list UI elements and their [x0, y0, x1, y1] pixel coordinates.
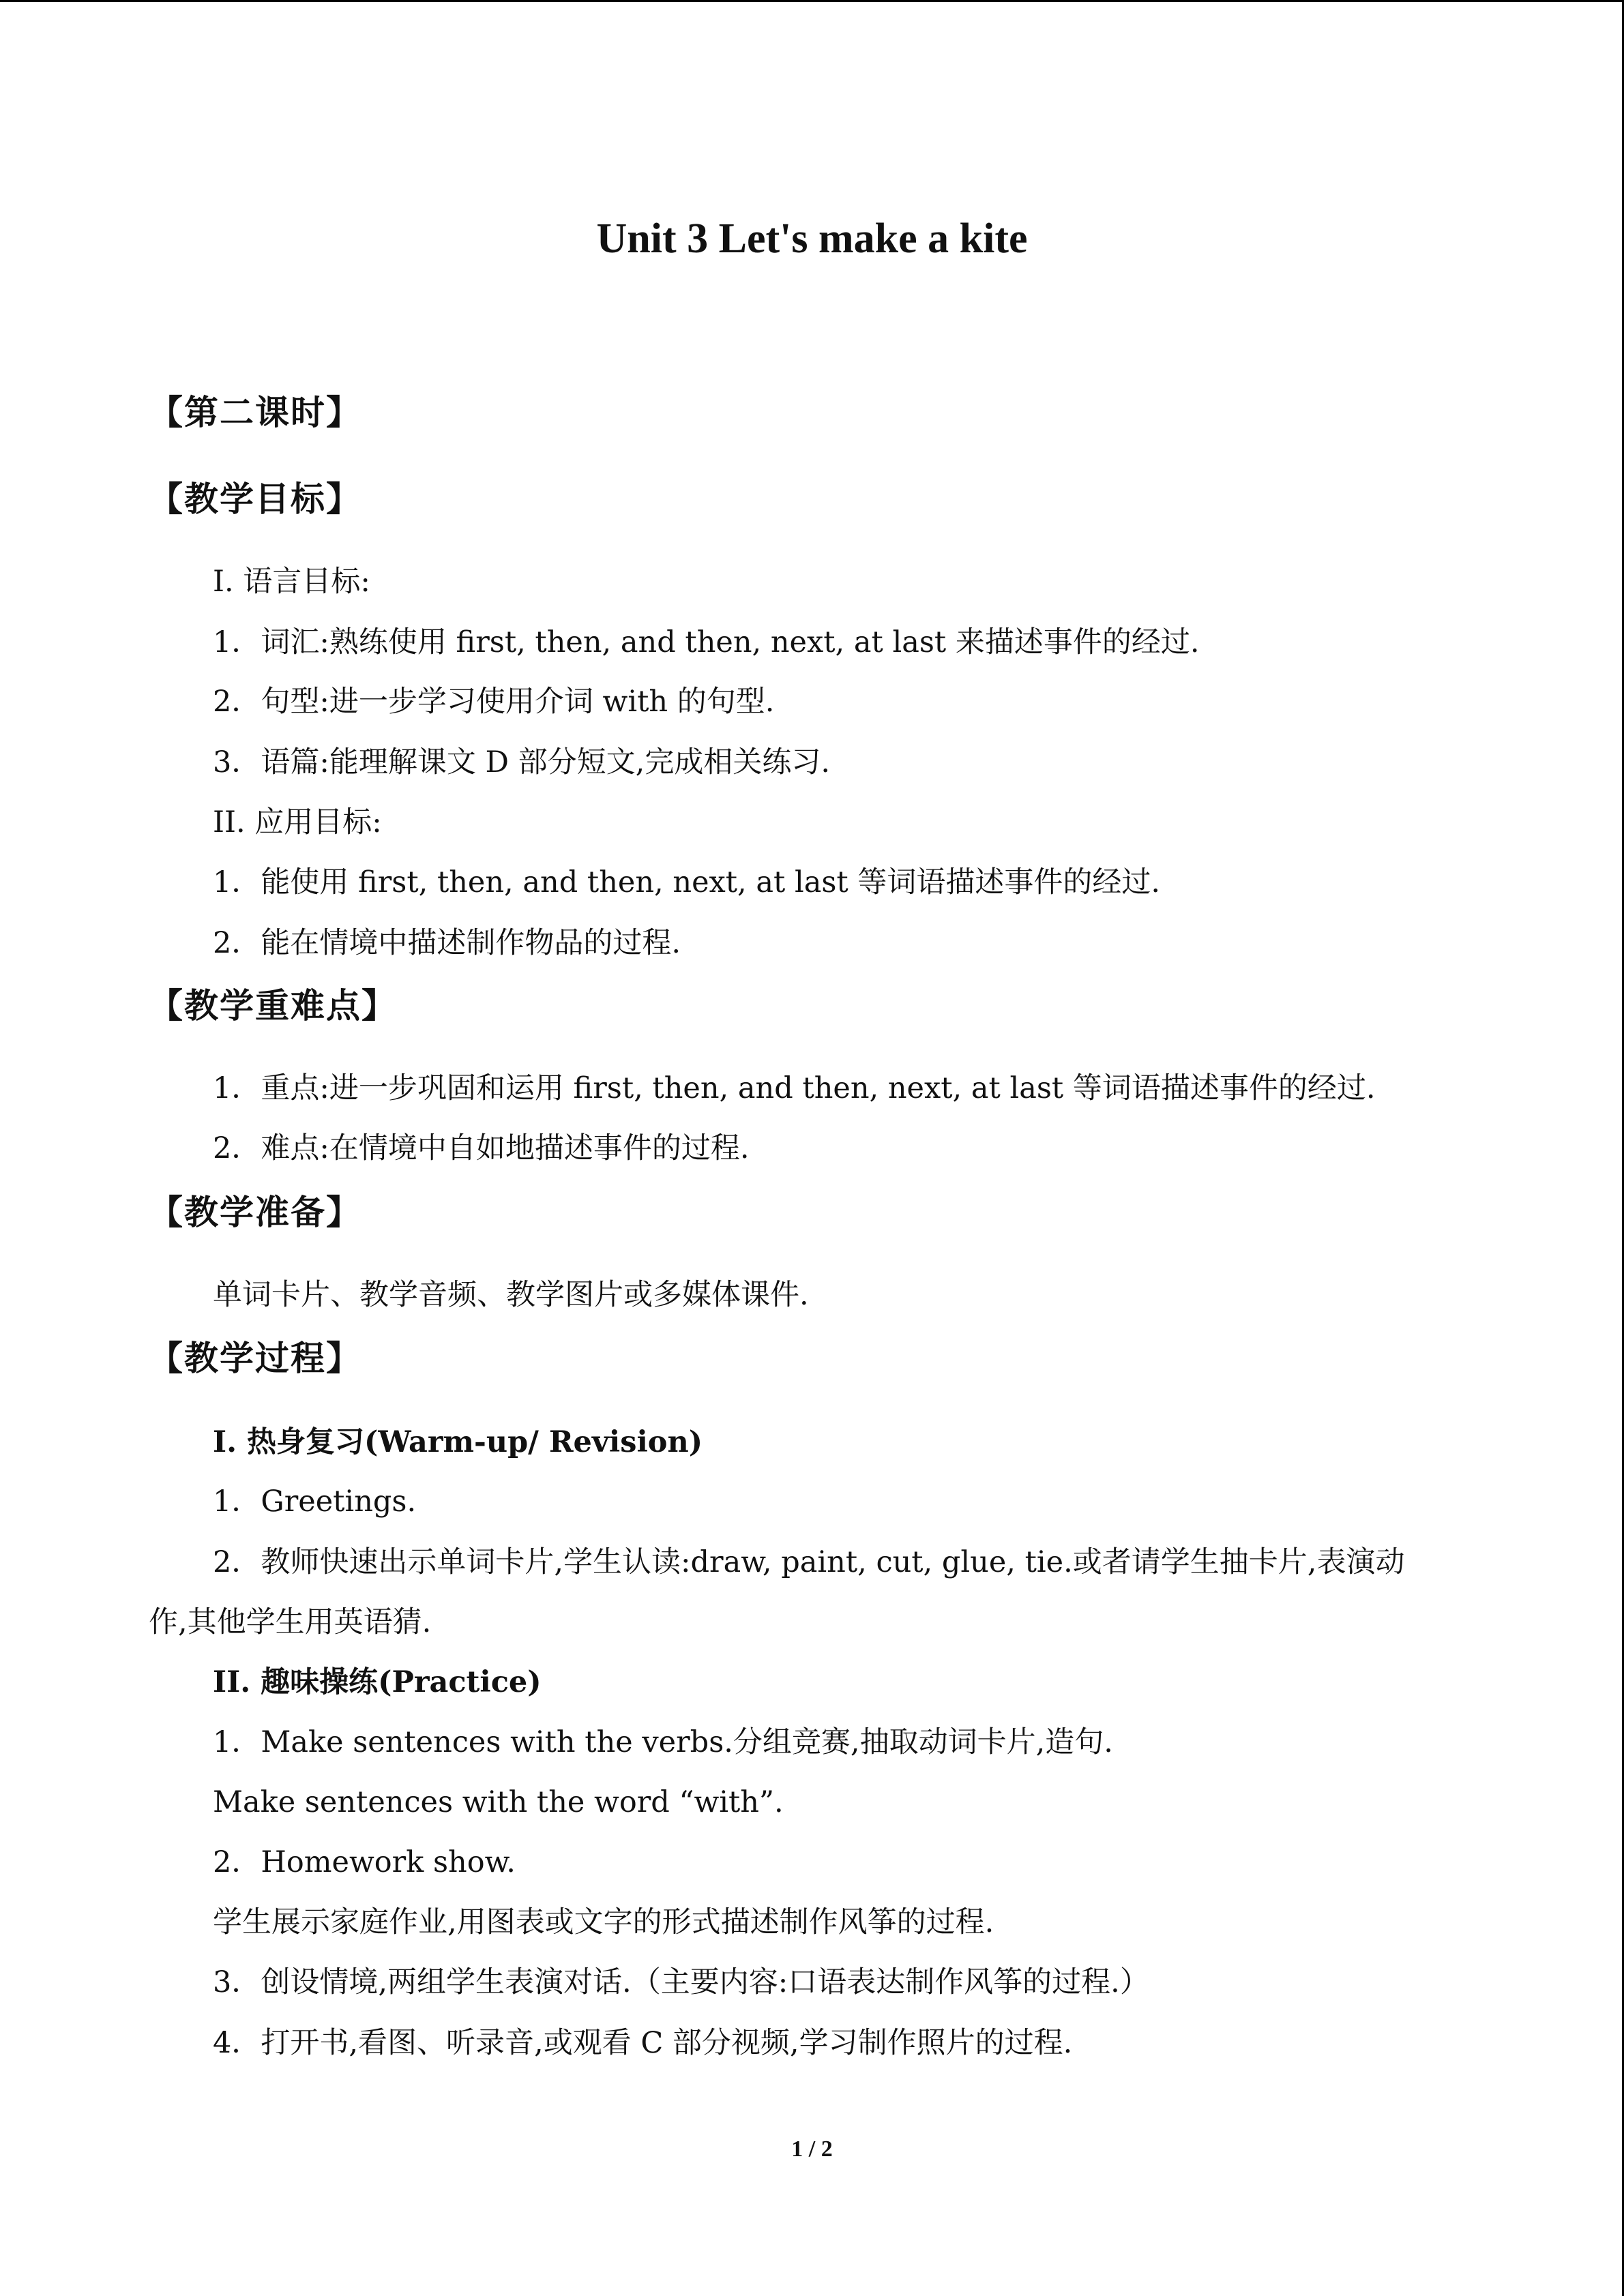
heading-lesson: 【第二课时】: [149, 393, 361, 432]
practice-step-4: 4．打开书,看图、听录音,或观看 C 部分视频,学习制作照片的过程.: [213, 2026, 1073, 2060]
language-objective-3: 3．语篇:能理解课文 D 部分短文,完成相关练习.: [213, 745, 830, 779]
warmup-heading: I. 热身复习(Warm-up/ Revision): [213, 1425, 703, 1459]
application-objective-1: 1．能使用 first, then, and then, next, at last 等词语描述事件的经过.: [213, 865, 1161, 899]
practice-step-2: 2．Homework show.: [213, 1845, 516, 1879]
heading-objectives: 【教学目标】: [149, 479, 361, 519]
keypoint-1: 1．重点:进一步巩固和运用 first, then, and then, next, at last 等词语描述事件的经过.: [213, 1071, 1376, 1105]
warmup-step-2-continued: 作,其他学生用英语猜.: [149, 1605, 432, 1639]
application-objectives-heading: II. 应用目标:: [213, 805, 382, 839]
heading-preparation: 【教学准备】: [149, 1193, 361, 1232]
warmup-step-1: 1．Greetings.: [213, 1485, 417, 1519]
language-objective-2: 2．句型:进一步学习使用介词 with 的句型.: [213, 685, 775, 719]
page-number: 1 / 2: [791, 2136, 833, 2162]
language-objective-1: 1．词汇:熟练使用 first, then, and then, next, at last 来描述事件的经过.: [213, 625, 1200, 659]
practice-step-2-note: 学生展示家庭作业,用图表或文字的形式描述制作风筝的过程.: [213, 1905, 994, 1939]
warmup-step-2: 2．教师快速出示单词卡片,学生认读:draw, paint, cut, glue, tie.或者请学生抽卡片,表演动: [213, 1545, 1405, 1579]
heading-process: 【教学过程】: [149, 1339, 361, 1378]
page-border-top: [0, 0, 1624, 2]
page-title: Unit 3 Let's make a kite: [596, 215, 1028, 262]
preparation-text: 单词卡片、教学音频、教学图片或多媒体课件.: [213, 1278, 809, 1312]
application-objective-2: 2．能在情境中描述制作物品的过程.: [213, 926, 681, 960]
keypoint-2: 2．难点:在情境中自如地描述事件的过程.: [213, 1131, 750, 1165]
practice-heading: II. 趣味操练(Practice): [213, 1665, 542, 1699]
language-objectives-heading: I. 语言目标:: [213, 565, 370, 599]
heading-keypoints: 【教学重难点】: [149, 986, 397, 1026]
practice-step-1-note: Make sentences with the word “with”.: [213, 1785, 784, 1819]
practice-step-3: 3．创设情境,两组学生表演对话.（主要内容:口语表达制作风筝的过程.）: [213, 1965, 1149, 1999]
practice-step-1: 1．Make sentences with the verbs.分组竞赛,抽取动词卡片,造句.: [213, 1725, 1113, 1759]
